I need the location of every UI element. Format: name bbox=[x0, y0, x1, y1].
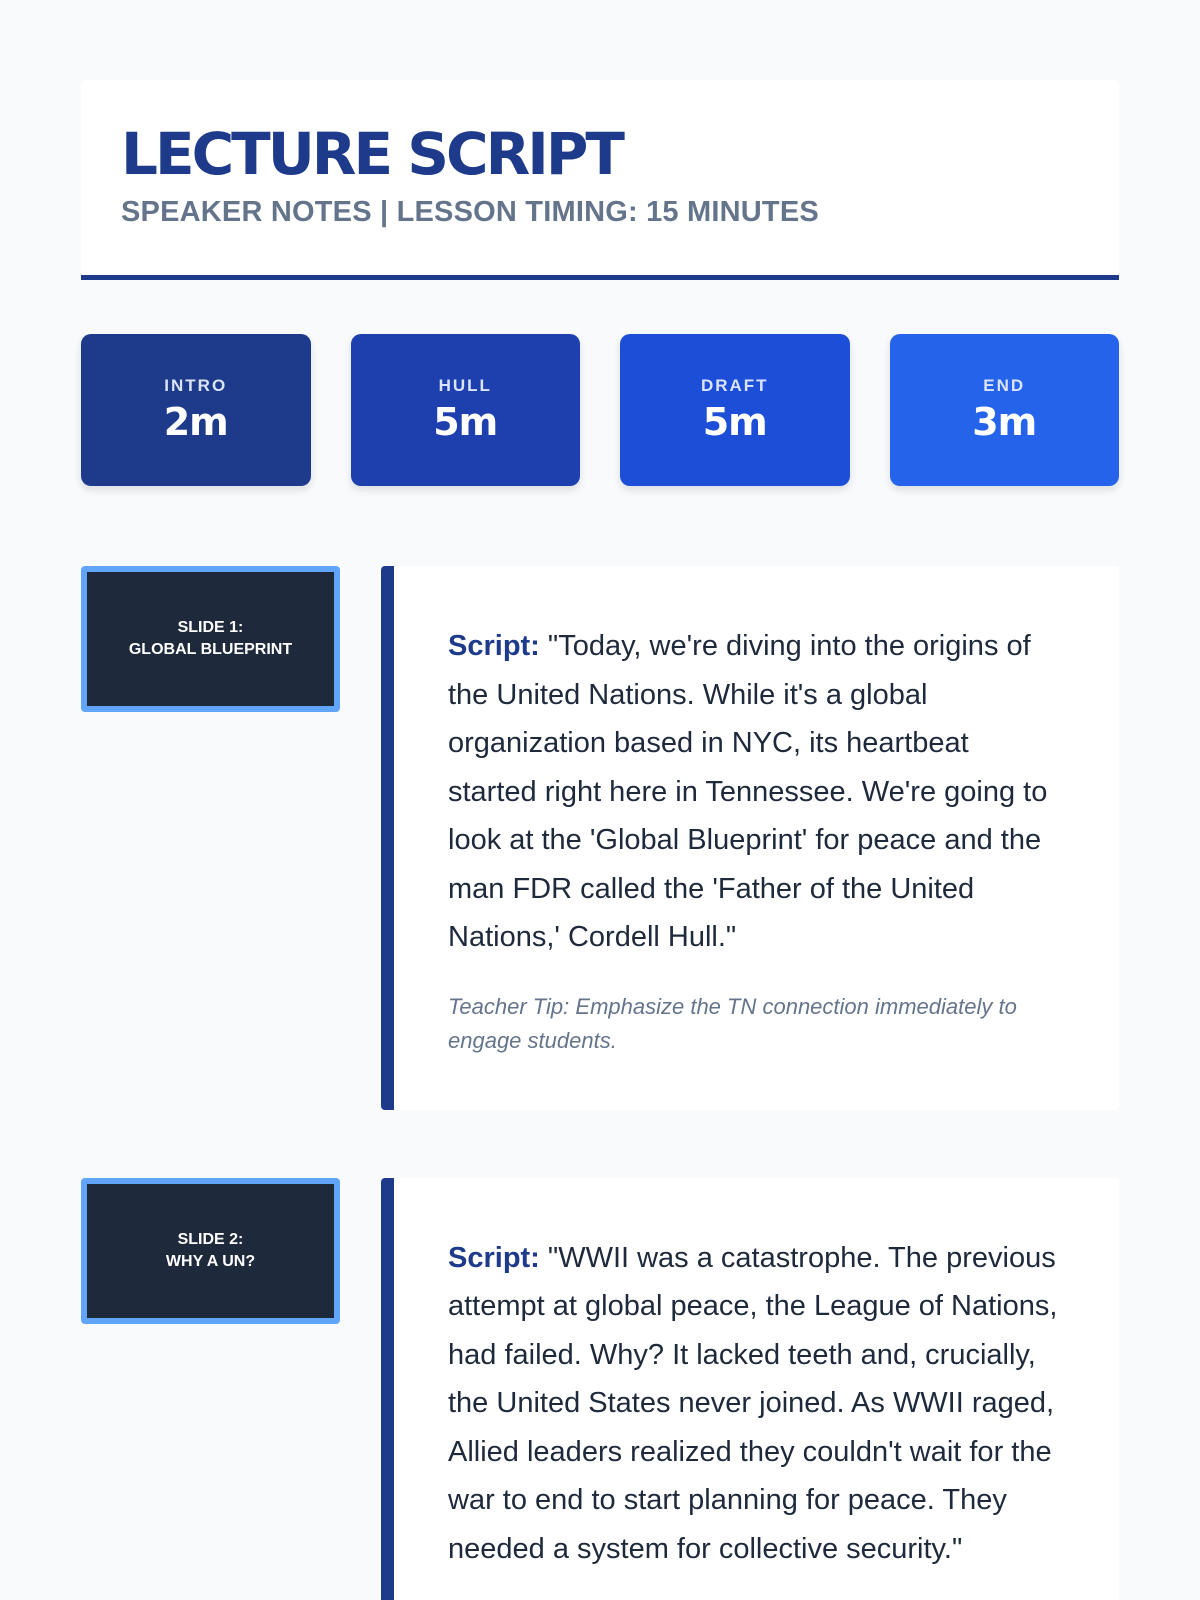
slide-thumbnail[interactable] bbox=[81, 1178, 340, 1324]
page-title: LECTURE SCRIPT bbox=[121, 120, 622, 188]
slide-number: SLIDE 2: bbox=[177, 1230, 244, 1248]
script-paragraph bbox=[448, 1234, 1065, 1574]
slide-number: SLIDE 1: bbox=[177, 619, 244, 636]
page-subtitle: SPEAKER NOTES | LESSON TIMING: 15 MINUTES bbox=[121, 196, 819, 228]
script-card bbox=[381, 1178, 1119, 1600]
slide-section-1 bbox=[81, 566, 1119, 1110]
script-card bbox=[381, 566, 1119, 1110]
timing-card-draft bbox=[620, 334, 850, 486]
header-card bbox=[81, 80, 1119, 280]
timing-value: 5m bbox=[433, 400, 498, 444]
timing-label: HULL bbox=[438, 376, 492, 395]
teacher-tip: Teacher Tip: Emphasize the TN connection immediately to engage students. bbox=[448, 993, 1017, 1053]
slide-section-2 bbox=[81, 1178, 1119, 1600]
slide-title: GLOBAL BLUEPRINT bbox=[128, 641, 293, 658]
timing-value: 2m bbox=[163, 400, 228, 444]
timing-card-intro bbox=[81, 334, 311, 486]
slide-title: WHY A UN? bbox=[165, 1252, 256, 1270]
slide-thumbnail[interactable] bbox=[81, 566, 340, 712]
timing-label: INTRO bbox=[164, 376, 228, 395]
script-text: "WWII was a catastrophe. The previous attempt at global peace, the League of Nations, had failed. Why? It lacked teeth and, crucially, the United States never joined. As WWII raged, Allied leaders realized they couldn't wait for the war to end to start planning for peace. They needed a system for collective security." bbox=[448, 1241, 1058, 1565]
timing-card-end bbox=[890, 334, 1120, 486]
script-label: Script: bbox=[448, 630, 540, 662]
timing-row bbox=[81, 334, 1119, 486]
timing-value: 5m bbox=[702, 400, 767, 444]
timing-card-hull bbox=[351, 334, 581, 486]
script-label: Script: bbox=[448, 1241, 540, 1274]
timing-value: 3m bbox=[972, 400, 1037, 444]
script-text: "Today, we're diving into the origins of the United Nations. While it's a global organization based in NYC, its heartbeat started right here in Tennessee. We're going to look at the 'Global Blueprint' for peace and the man FDR called the 'Father of the United Nations,' Cordell Hull." bbox=[448, 630, 1048, 953]
timing-label: DRAFT bbox=[700, 376, 769, 395]
timing-label: END bbox=[983, 376, 1026, 395]
script-paragraph bbox=[448, 622, 1065, 962]
